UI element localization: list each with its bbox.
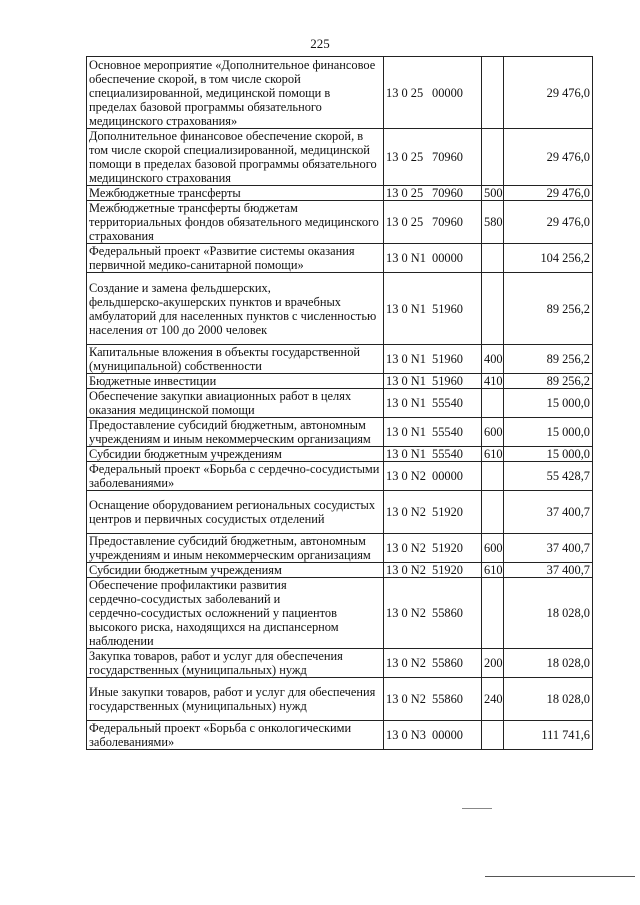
amount-cell: 55 428,7 (504, 462, 593, 491)
direction-code: 51920 (432, 541, 463, 555)
expense-type-cell: 580 (482, 201, 504, 244)
row-code-cell (384, 345, 482, 374)
row-name-cell: Дополнительное финансовое обеспечение скорой, в том числе скорой специализированной, медицинской помощи в пределах базовой программы обязательного медицинского страхования (87, 129, 384, 186)
row-code-cell (384, 374, 482, 389)
program-code: 13 0 N1 (386, 396, 426, 410)
row-name-cell: Основное мероприятие «Дополнительное финансовое обеспечение скорой, в том числе скорой специализированной, медицинской помощи в пределах базовой программы обязательного медицинского страхования» (87, 57, 384, 129)
direction-code: 55860 (432, 692, 463, 706)
row-code-cell (384, 649, 482, 678)
direction-code: 70960 (432, 215, 463, 229)
expense-type-cell (482, 491, 504, 534)
expense-type-cell: 610 (482, 447, 504, 462)
expense-type-cell: 600 (482, 418, 504, 447)
direction-code: 55540 (432, 396, 463, 410)
direction-code: 00000 (432, 251, 463, 265)
direction-code: 55860 (432, 656, 463, 670)
row-name-cell: Обеспечение закупки авиационных работ в целях оказания медицинской помощи (87, 389, 384, 418)
expense-type-cell (482, 244, 504, 273)
direction-code: 51920 (432, 505, 463, 519)
row-code-cell (384, 273, 482, 345)
amount-cell: 37 400,7 (504, 534, 593, 563)
direction-code: 51920 (432, 563, 463, 577)
row-name-cell: Межбюджетные трансферты бюджетам территориальных фондов обязательного медицинского страхования (87, 201, 384, 244)
row-code-cell (384, 389, 482, 418)
table-row (87, 462, 593, 491)
row-code-cell (384, 578, 482, 649)
row-code-cell (384, 721, 482, 750)
amount-cell: 111 741,6 (504, 721, 593, 750)
amount-cell: 89 256,2 (504, 374, 593, 389)
program-code: 13 0 N1 (386, 374, 426, 388)
row-name-cell: Капитальные вложения в объекты государственной (муниципальной) собственности (87, 345, 384, 374)
row-code-cell (384, 57, 482, 129)
direction-code: 51960 (432, 301, 463, 316)
row-code-cell (384, 244, 482, 273)
table-row (87, 534, 593, 563)
amount-cell: 15 000,0 (504, 389, 593, 418)
program-code: 13 0 N1 (386, 447, 426, 461)
amount-cell: 18 028,0 (504, 678, 593, 721)
table-row (87, 129, 593, 186)
table-row (87, 418, 593, 447)
row-code-cell (384, 418, 482, 447)
scan-artifact-line (462, 808, 492, 809)
row-name-cell: Создание и замена фельдшерских, фельдшерско‑акушерских пунктов и врачебных амбулаторий для населенных пунктов с численностью населения от 100 до 2000 человек (87, 273, 384, 345)
row-code-cell (384, 186, 482, 201)
table-row (87, 389, 593, 418)
amount-cell: 15 000,0 (504, 418, 593, 447)
row-name-cell: Обеспечение профилактики развития сердечно‑сосудистых заболеваний и сердечно‑сосудистых осложнений у пациентов высокого риска, находящихся на диспансерном наблюдении (87, 578, 384, 649)
amount-cell: 104 256,2 (504, 244, 593, 273)
row-name-cell: Предоставление субсидий бюджетным, автономным учреждениям и иным некоммерческим организациям (87, 418, 384, 447)
program-code: 13 0 25 (386, 150, 424, 164)
expense-type-cell (482, 578, 504, 649)
expense-type-cell: 200 (482, 649, 504, 678)
row-code-cell (384, 678, 482, 721)
expense-type-cell: 400 (482, 345, 504, 374)
page-number: 225 (310, 36, 330, 51)
expense-type-cell (482, 273, 504, 345)
expense-type-cell (482, 721, 504, 750)
program-code: 13 0 N3 (386, 728, 426, 742)
direction-code: 70960 (432, 186, 463, 200)
amount-cell: 29 476,0 (504, 57, 593, 129)
row-name-cell: Федеральный проект «Борьба с сердечно‑сосудистыми заболеваниями» (87, 462, 384, 491)
program-code: 13 0 25 (386, 85, 424, 100)
amount-cell: 37 400,7 (504, 563, 593, 578)
amount-cell: 29 476,0 (504, 186, 593, 201)
direction-code: 00000 (432, 85, 463, 100)
row-name-cell: Оснащение оборудованием региональных сосудистых центров и первичных сосудистых отделений (87, 491, 384, 534)
row-name-cell: Закупка товаров, работ и услуг для обеспечения государственных (муниципальных) нужд (87, 649, 384, 678)
table-row (87, 578, 593, 649)
scan-artifact-line (485, 876, 635, 877)
expense-type-cell: 240 (482, 678, 504, 721)
program-code: 13 0 N2 (386, 656, 426, 670)
table-row (87, 186, 593, 201)
budget-table-body (87, 57, 593, 750)
program-code: 13 0 N1 (386, 352, 426, 366)
row-name-cell: Межбюджетные трансферты (87, 186, 384, 201)
expense-type-cell: 600 (482, 534, 504, 563)
program-code: 13 0 N2 (386, 541, 426, 555)
program-code: 13 0 N2 (386, 606, 426, 620)
row-code-cell (384, 201, 482, 244)
table-row (87, 273, 593, 345)
row-name-cell: Предоставление субсидий бюджетным, автономным учреждениям и иным некоммерческим организациям (87, 534, 384, 563)
expense-type-cell: 500 (482, 186, 504, 201)
row-name-cell: Бюджетные инвестиции (87, 374, 384, 389)
table-row (87, 563, 593, 578)
expense-type-cell: 610 (482, 563, 504, 578)
amount-cell: 29 476,0 (504, 129, 593, 186)
table-row (87, 447, 593, 462)
amount-cell: 89 256,2 (504, 273, 593, 345)
direction-code: 00000 (432, 728, 463, 742)
table-row (87, 721, 593, 750)
program-code: 13 0 N2 (386, 469, 426, 483)
direction-code: 55860 (432, 606, 463, 620)
row-code-cell (384, 491, 482, 534)
row-code-cell (384, 563, 482, 578)
row-name-cell: Субсидии бюджетным учреждениям (87, 447, 384, 462)
expense-type-cell (482, 129, 504, 186)
expense-type-cell (482, 389, 504, 418)
table-row (87, 57, 593, 129)
program-code: 13 0 N2 (386, 692, 426, 706)
program-code: 13 0 25 (386, 215, 424, 229)
expense-type-cell (482, 57, 504, 129)
program-code: 13 0 N1 (386, 251, 426, 265)
table-row (87, 345, 593, 374)
row-code-cell (384, 129, 482, 186)
table-row (87, 491, 593, 534)
row-name-cell: Субсидии бюджетным учреждениям (87, 563, 384, 578)
amount-cell: 37 400,7 (504, 491, 593, 534)
row-name-cell: Федеральный проект «Борьба с онкологическими заболеваниями» (87, 721, 384, 750)
row-code-cell (384, 447, 482, 462)
table-row (87, 649, 593, 678)
direction-code: 51960 (432, 352, 463, 366)
amount-cell: 15 000,0 (504, 447, 593, 462)
expense-type-cell: 410 (482, 374, 504, 389)
table-row (87, 201, 593, 244)
table-row (87, 244, 593, 273)
direction-code: 51960 (432, 374, 463, 388)
amount-cell: 29 476,0 (504, 201, 593, 244)
program-code: 13 0 N2 (386, 563, 426, 577)
row-name-cell: Иные закупки товаров, работ и услуг для обеспечения государственных (муниципальных) нужд (87, 678, 384, 721)
table-row (87, 374, 593, 389)
program-code: 13 0 25 (386, 186, 424, 200)
direction-code: 00000 (432, 469, 463, 483)
program-code: 13 0 N1 (386, 425, 426, 439)
amount-cell: 18 028,0 (504, 649, 593, 678)
row-name-cell: Федеральный проект «Развитие системы оказания первичной медико‑санитарной помощи» (87, 244, 384, 273)
direction-code: 55540 (432, 447, 463, 461)
direction-code: 70960 (432, 150, 463, 164)
expense-type-cell (482, 462, 504, 491)
program-code: 13 0 N1 (386, 301, 426, 316)
table-row (87, 678, 593, 721)
amount-cell: 89 256,2 (504, 345, 593, 374)
direction-code: 55540 (432, 425, 463, 439)
program-code: 13 0 N2 (386, 505, 426, 519)
row-code-cell (384, 462, 482, 491)
budget-table (86, 56, 593, 750)
row-code-cell (384, 534, 482, 563)
amount-cell: 18 028,0 (504, 578, 593, 649)
